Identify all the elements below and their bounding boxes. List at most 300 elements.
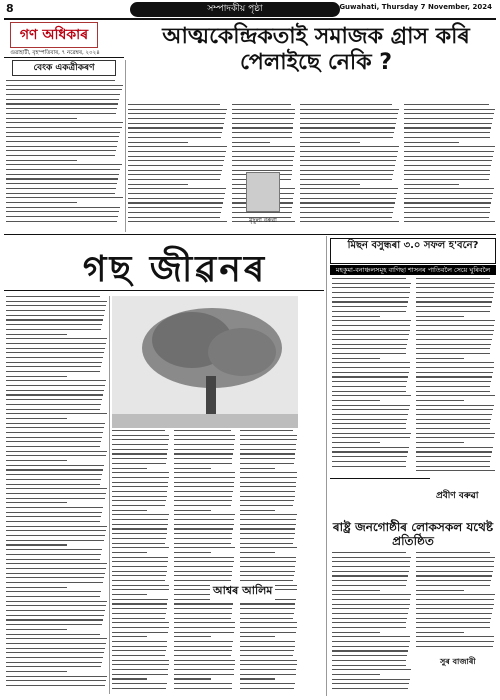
text-line bbox=[416, 339, 492, 340]
text-line bbox=[404, 184, 459, 185]
tree-photo bbox=[112, 296, 298, 428]
text-line bbox=[112, 439, 169, 440]
text-line bbox=[6, 446, 100, 447]
text-line bbox=[112, 674, 168, 675]
editorial-body bbox=[6, 80, 124, 230]
text-line bbox=[6, 413, 107, 414]
text-line bbox=[112, 482, 168, 483]
text-line bbox=[174, 458, 232, 459]
text-line bbox=[6, 587, 67, 588]
text-line bbox=[240, 430, 293, 431]
text-line bbox=[240, 500, 294, 501]
text-line bbox=[128, 109, 227, 110]
text-line bbox=[112, 664, 169, 665]
text-line bbox=[6, 512, 102, 513]
text-line bbox=[404, 146, 495, 147]
text-line bbox=[112, 435, 169, 436]
text-line bbox=[112, 608, 167, 609]
text-line bbox=[240, 636, 275, 637]
text-line bbox=[174, 514, 235, 515]
text-line bbox=[6, 132, 120, 133]
text-line bbox=[174, 496, 232, 497]
text-line bbox=[112, 477, 169, 478]
text-line bbox=[232, 118, 294, 119]
text-line bbox=[112, 594, 147, 595]
text-line bbox=[112, 632, 168, 633]
text-line bbox=[332, 372, 409, 373]
text-line bbox=[416, 306, 491, 307]
text-line bbox=[174, 552, 211, 553]
text-line bbox=[112, 547, 169, 548]
text-line bbox=[128, 160, 224, 161]
text-line bbox=[332, 655, 407, 656]
text-line bbox=[174, 557, 234, 558]
feature-column-4 bbox=[240, 430, 298, 694]
text-line bbox=[6, 516, 101, 517]
text-line bbox=[332, 688, 408, 689]
text-line bbox=[112, 636, 147, 637]
text-line bbox=[6, 324, 102, 325]
right-subhead: মহকুমা-বনাঞ্চলসমূহ বাগিছা শাসনৰ পাতিবলৈ সেয়ে ঘুৰিবলৈ bbox=[330, 265, 496, 275]
text-line bbox=[332, 414, 408, 415]
text-line bbox=[332, 585, 406, 586]
text-line bbox=[6, 540, 104, 541]
lead-column-3 bbox=[300, 104, 400, 230]
text-line bbox=[174, 500, 232, 501]
text-line bbox=[240, 688, 294, 689]
text-line bbox=[416, 636, 494, 637]
text-line bbox=[332, 566, 410, 567]
text-line bbox=[404, 170, 490, 171]
text-line bbox=[332, 632, 380, 633]
text-line bbox=[332, 433, 411, 434]
text-line bbox=[6, 315, 104, 316]
text-line bbox=[300, 137, 393, 138]
text-line bbox=[6, 334, 67, 335]
text-line bbox=[332, 590, 380, 591]
text-line bbox=[416, 423, 490, 424]
text-line bbox=[332, 395, 411, 396]
bottom-column-1 bbox=[332, 552, 412, 694]
text-line bbox=[128, 193, 225, 194]
text-line bbox=[332, 608, 409, 609]
text-line bbox=[240, 664, 297, 665]
text-line bbox=[6, 89, 122, 90]
text-line bbox=[112, 589, 169, 590]
text-line bbox=[416, 557, 495, 558]
text-line bbox=[174, 650, 232, 651]
text-line bbox=[174, 636, 211, 637]
text-line bbox=[332, 665, 406, 666]
text-line bbox=[174, 566, 233, 567]
text-line bbox=[174, 524, 234, 525]
text-line bbox=[6, 357, 103, 358]
text-line bbox=[112, 496, 167, 497]
text-line bbox=[174, 430, 231, 431]
text-line bbox=[300, 188, 398, 189]
text-line bbox=[6, 460, 67, 461]
text-line bbox=[416, 627, 490, 628]
text-line bbox=[232, 104, 291, 105]
text-line bbox=[112, 486, 168, 487]
text-line bbox=[6, 648, 105, 649]
text-line bbox=[332, 306, 407, 307]
text-line bbox=[174, 613, 232, 614]
text-line bbox=[416, 362, 494, 363]
text-line bbox=[332, 613, 408, 614]
text-line bbox=[174, 571, 232, 572]
text-line bbox=[174, 538, 232, 539]
bottom-rule bbox=[330, 478, 430, 479]
text-line bbox=[6, 207, 120, 208]
text-line bbox=[240, 533, 295, 534]
text-line bbox=[6, 80, 115, 81]
text-line bbox=[240, 496, 295, 497]
text-line bbox=[416, 585, 490, 586]
author-caption: মৃদুলা বৰুৱা bbox=[249, 217, 277, 224]
text-line bbox=[174, 683, 232, 684]
text-line bbox=[112, 599, 168, 600]
text-line bbox=[174, 618, 231, 619]
lead-column-4 bbox=[404, 104, 496, 230]
text-line bbox=[240, 646, 295, 647]
text-line bbox=[240, 674, 296, 675]
text-line bbox=[6, 127, 122, 128]
text-line bbox=[128, 221, 227, 222]
text-line bbox=[6, 319, 103, 320]
text-line bbox=[416, 552, 490, 553]
text-line bbox=[404, 104, 489, 105]
text-line bbox=[332, 316, 380, 317]
text-line bbox=[332, 423, 406, 424]
text-line bbox=[6, 638, 107, 639]
text-line bbox=[332, 571, 409, 572]
text-line bbox=[6, 394, 103, 395]
text-line bbox=[404, 118, 493, 119]
text-line bbox=[416, 301, 492, 302]
text-line bbox=[6, 94, 120, 95]
text-line bbox=[240, 613, 294, 614]
text-line bbox=[300, 151, 398, 152]
text-line bbox=[174, 664, 235, 665]
text-line bbox=[6, 183, 117, 184]
text-line bbox=[6, 469, 103, 470]
text-line bbox=[416, 316, 464, 317]
text-line bbox=[232, 113, 295, 114]
text-line bbox=[332, 358, 380, 359]
text-line bbox=[112, 566, 167, 567]
text-line bbox=[6, 484, 100, 485]
text-line bbox=[300, 118, 397, 119]
text-line bbox=[6, 582, 103, 583]
text-line bbox=[6, 85, 123, 86]
text-line bbox=[240, 482, 296, 483]
text-line bbox=[240, 453, 295, 454]
text-line bbox=[416, 613, 492, 614]
text-line bbox=[112, 444, 168, 445]
text-line bbox=[300, 132, 394, 133]
text-line bbox=[416, 334, 493, 335]
text-line bbox=[174, 622, 235, 623]
text-line bbox=[332, 451, 408, 452]
text-line bbox=[240, 510, 275, 511]
text-line bbox=[240, 603, 295, 604]
text-line bbox=[6, 465, 104, 466]
text-line bbox=[332, 348, 406, 349]
text-line bbox=[300, 165, 395, 166]
text-line bbox=[6, 380, 106, 381]
text-line bbox=[6, 385, 105, 386]
text-line bbox=[6, 526, 107, 527]
text-line bbox=[332, 461, 406, 462]
text-line bbox=[128, 146, 227, 147]
text-line bbox=[174, 678, 211, 679]
text-line bbox=[6, 338, 107, 339]
text-line bbox=[240, 458, 295, 459]
text-line bbox=[240, 468, 275, 469]
text-line bbox=[332, 627, 406, 628]
text-line bbox=[6, 348, 105, 349]
text-line bbox=[174, 444, 234, 445]
text-line bbox=[112, 557, 168, 558]
text-line bbox=[128, 151, 226, 152]
text-line bbox=[6, 549, 102, 550]
text-line bbox=[128, 113, 226, 114]
text-line bbox=[300, 160, 396, 161]
text-line bbox=[404, 137, 490, 138]
text-line bbox=[6, 441, 101, 442]
text-line bbox=[6, 146, 117, 147]
text-line bbox=[416, 466, 490, 467]
text-line bbox=[6, 409, 100, 410]
text-line bbox=[6, 329, 101, 330]
text-line bbox=[174, 603, 233, 604]
column-divider bbox=[326, 236, 327, 696]
text-line bbox=[416, 575, 492, 576]
text-line bbox=[174, 688, 232, 689]
top-rule bbox=[4, 18, 496, 20]
text-line bbox=[416, 381, 491, 382]
text-line bbox=[128, 188, 226, 189]
text-line bbox=[6, 619, 103, 620]
text-line bbox=[6, 343, 106, 344]
text-line bbox=[128, 179, 220, 180]
text-line bbox=[416, 325, 494, 326]
text-line bbox=[112, 533, 167, 534]
text-line bbox=[112, 524, 168, 525]
text-line bbox=[404, 207, 490, 208]
text-line bbox=[6, 427, 104, 428]
text-line bbox=[112, 660, 169, 661]
text-line bbox=[240, 678, 275, 679]
text-line bbox=[174, 543, 231, 544]
text-line bbox=[332, 376, 408, 377]
text-line bbox=[404, 198, 492, 199]
text-line bbox=[112, 683, 167, 684]
text-line bbox=[416, 566, 494, 567]
text-line bbox=[112, 458, 167, 459]
text-line bbox=[416, 414, 492, 415]
text-line bbox=[232, 127, 293, 128]
text-line bbox=[232, 109, 295, 110]
text-line bbox=[112, 641, 167, 642]
text-line bbox=[174, 632, 234, 633]
text-line bbox=[332, 604, 410, 605]
text-line bbox=[174, 453, 233, 454]
text-line bbox=[6, 652, 104, 653]
text-line bbox=[232, 165, 293, 166]
text-line bbox=[416, 470, 495, 471]
text-line bbox=[174, 528, 233, 529]
text-line bbox=[6, 432, 103, 433]
text-line bbox=[112, 472, 169, 473]
text-line bbox=[240, 538, 294, 539]
text-line bbox=[332, 405, 410, 406]
text-line bbox=[6, 404, 101, 405]
lead-column-1 bbox=[128, 104, 228, 230]
text-line bbox=[240, 528, 295, 529]
text-line bbox=[6, 610, 105, 611]
text-line bbox=[128, 104, 220, 105]
text-line bbox=[300, 184, 360, 185]
text-line bbox=[174, 463, 232, 464]
text-line bbox=[240, 514, 297, 515]
text-line bbox=[416, 590, 464, 591]
text-line bbox=[6, 502, 67, 503]
text-line bbox=[6, 521, 100, 522]
text-line bbox=[300, 113, 398, 114]
text-line bbox=[332, 367, 410, 368]
text-line bbox=[300, 217, 392, 218]
text-line bbox=[240, 444, 296, 445]
text-line bbox=[6, 629, 67, 630]
text-line bbox=[404, 156, 493, 157]
text-line bbox=[6, 418, 67, 419]
text-line bbox=[416, 594, 495, 595]
text-line bbox=[332, 650, 408, 651]
author-photo bbox=[246, 172, 280, 212]
text-line bbox=[112, 575, 166, 576]
text-line bbox=[6, 605, 106, 606]
text-line bbox=[240, 641, 295, 642]
text-line bbox=[174, 627, 235, 628]
text-line bbox=[416, 409, 493, 410]
text-line bbox=[416, 330, 494, 331]
text-line bbox=[416, 283, 495, 284]
text-line bbox=[240, 608, 295, 609]
text-line bbox=[112, 622, 169, 623]
text-line bbox=[6, 178, 118, 179]
text-line bbox=[416, 580, 491, 581]
text-line bbox=[6, 296, 100, 297]
text-line bbox=[404, 109, 495, 110]
text-line bbox=[332, 400, 380, 401]
text-line bbox=[6, 591, 101, 592]
text-line bbox=[240, 566, 295, 567]
text-line bbox=[112, 618, 165, 619]
text-line bbox=[416, 646, 493, 647]
text-line bbox=[240, 557, 296, 558]
text-line bbox=[404, 165, 491, 166]
text-line bbox=[6, 141, 118, 142]
text-line bbox=[112, 669, 168, 670]
text-line bbox=[332, 594, 411, 595]
text-line bbox=[6, 99, 119, 100]
text-line bbox=[332, 339, 408, 340]
right-headline: মিছন বসুন্ধৰা ৩.০ সফল হ'বনে? bbox=[330, 238, 496, 264]
text-line bbox=[112, 449, 168, 450]
text-line bbox=[6, 169, 120, 170]
text-line bbox=[174, 669, 234, 670]
text-line bbox=[332, 561, 410, 562]
text-line bbox=[332, 386, 406, 387]
bottom-author: সুৰ বাজাৰী bbox=[440, 657, 476, 666]
text-line bbox=[332, 353, 406, 354]
text-line bbox=[416, 395, 495, 396]
text-line bbox=[332, 409, 409, 410]
text-line bbox=[240, 543, 293, 544]
section-banner: সম্পাদকীয় পৃষ্ঠা bbox=[130, 2, 340, 17]
text-line bbox=[240, 552, 275, 553]
text-line bbox=[232, 142, 270, 143]
text-line bbox=[404, 174, 490, 175]
text-line bbox=[6, 362, 102, 363]
feature-headline: গছ জীৱনৰ bbox=[82, 249, 268, 290]
text-line bbox=[232, 160, 293, 161]
text-line bbox=[6, 451, 107, 452]
text-line bbox=[174, 491, 233, 492]
text-line bbox=[332, 301, 408, 302]
text-line bbox=[240, 627, 297, 628]
text-line bbox=[416, 571, 493, 572]
text-line bbox=[174, 547, 235, 548]
text-line bbox=[300, 142, 360, 143]
text-line bbox=[332, 466, 406, 467]
text-line bbox=[416, 278, 490, 279]
column-divider bbox=[109, 296, 110, 694]
text-line bbox=[240, 486, 296, 487]
text-line bbox=[6, 559, 100, 560]
text-line bbox=[300, 221, 399, 222]
text-line bbox=[404, 179, 489, 180]
bottom-column-2 bbox=[416, 552, 496, 652]
text-line bbox=[6, 371, 100, 372]
text-line bbox=[232, 146, 295, 147]
text-line bbox=[128, 137, 221, 138]
text-line bbox=[240, 655, 293, 656]
text-line bbox=[300, 198, 396, 199]
text-line bbox=[416, 604, 494, 605]
text-line bbox=[112, 678, 147, 679]
text-line bbox=[112, 646, 167, 647]
text-line bbox=[240, 472, 297, 473]
text-line bbox=[112, 500, 166, 501]
text-line bbox=[332, 330, 410, 331]
text-line bbox=[300, 207, 394, 208]
text-line bbox=[404, 142, 459, 143]
text-line bbox=[112, 543, 165, 544]
text-line bbox=[240, 477, 297, 478]
feature-column-3 bbox=[174, 430, 236, 694]
text-line bbox=[6, 671, 67, 672]
text-line bbox=[112, 430, 165, 431]
text-line bbox=[332, 419, 407, 420]
text-line bbox=[332, 456, 407, 457]
text-line bbox=[332, 344, 407, 345]
text-line bbox=[332, 669, 411, 670]
text-line bbox=[332, 362, 410, 363]
text-line bbox=[112, 468, 147, 469]
